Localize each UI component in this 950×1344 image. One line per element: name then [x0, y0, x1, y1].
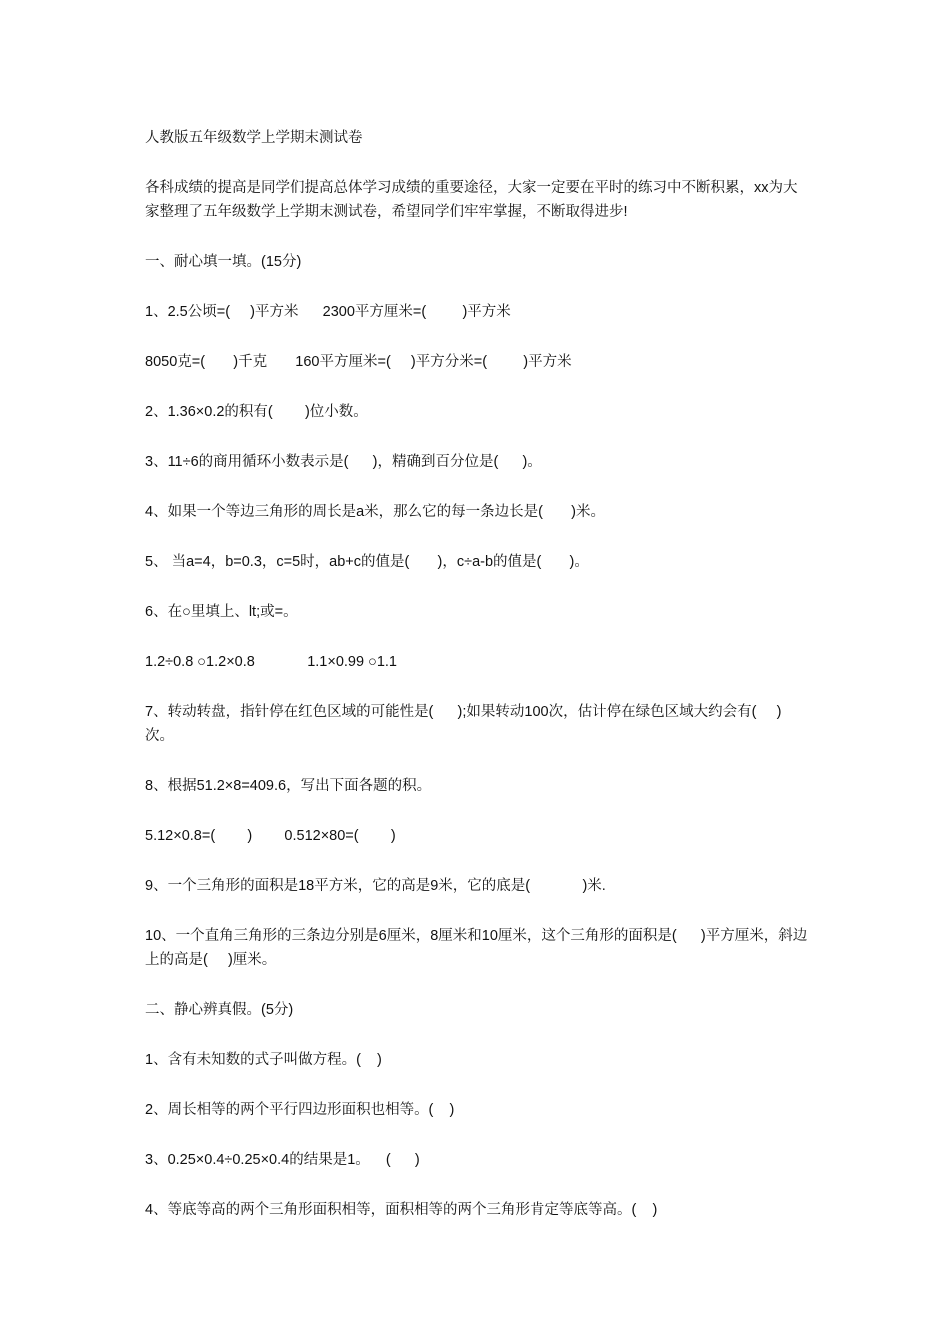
question-9: 9、一个三角形的面积是18平方米，它的高是9米，它的底是( )米. — [145, 878, 606, 894]
question-1-line-2: 8050克=( )千克 160平方厘米=( )平方分米=( )平方米 — [145, 354, 572, 370]
question-7: 7、转动转盘，指针停在红色区域的可能性是( );如果转动100次，估计停在绿色区域大约会有( )次。 — [145, 704, 782, 744]
judge-question-3: 3、0.25×0.4÷0.25×0.4的结果是1。 ( ) — [145, 1152, 420, 1168]
document-body — [145, 126, 810, 1248]
question-5: 5、 当a=4，b=0.3，c=5时，ab+c的值是( )，c÷a-b的值是( )。 — [145, 554, 589, 570]
question-3: 3、11÷6的商用循环小数表示是( )，精确到百分位是( )。 — [145, 454, 542, 470]
question-8: 8、根据51.2×8=409.6，写出下面各题的积。 — [145, 778, 432, 794]
question-4: 4、如果一个等边三角形的周长是a米，那么它的每一条边长是( )米。 — [145, 504, 605, 520]
intro-paragraph: 各科成绩的提高是同学们提高总体学习成绩的重要途径，大家一定要在平时的练习中不断积累，xx为大家整理了五年级数学上学期末测试卷，希望同学们牢牢掌握，不断取得进步! — [145, 180, 798, 220]
question-2: 2、1.36×0.2的积有( )位小数。 — [145, 404, 368, 420]
document-title: 人教版五年级数学上学期末测试卷 — [145, 130, 363, 146]
judge-question-1: 1、含有未知数的式子叫做方程。( ) — [145, 1052, 382, 1068]
judge-question-4: 4、等底等高的两个三角形面积相等，面积相等的两个三角形肯定等底等高。( ) — [145, 1202, 658, 1218]
question-6: 6、在○里填上、lt;或=。 — [145, 604, 298, 620]
section1-heading: 一、耐心填一填。(15分) — [145, 254, 302, 270]
question-10: 10、一个直角三角形的三条边分别是6厘米，8厘米和10厘米，这个三角形的面积是( )平方厘米，斜边上的高是( )厘米。 — [145, 928, 808, 968]
question-1-line-1: 1、2.5公顷=( )平方米 2300平方厘米=( )平方米 — [145, 304, 511, 320]
question-6-items: 1.2÷0.8 ○1.2×0.8 1.1×0.99 ○1.1 — [145, 654, 398, 670]
judge-question-2: 2、周长相等的两个平行四边形面积也相等。( ) — [145, 1102, 455, 1118]
section2-heading: 二、静心辨真假。(5分) — [145, 1002, 294, 1018]
question-8-items: 5.12×0.8=( ) 0.512×80=( ) — [145, 828, 396, 844]
